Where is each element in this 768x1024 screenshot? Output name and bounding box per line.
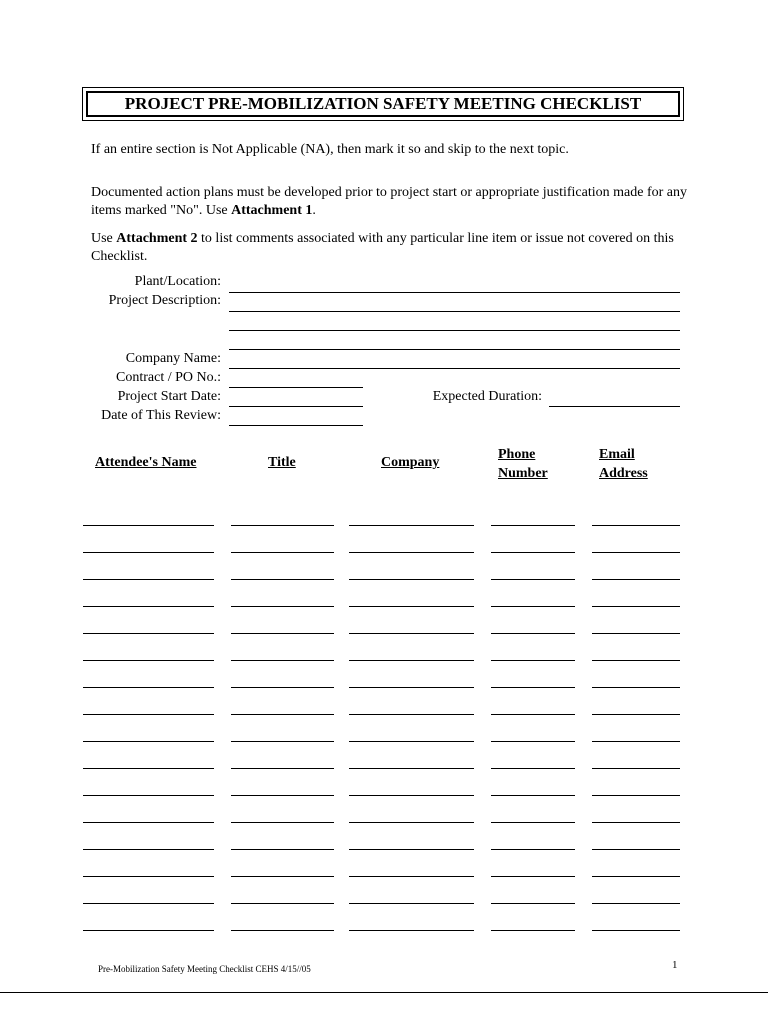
attendee-phone-field[interactable]: [491, 687, 575, 688]
attendee-email-field[interactable]: [592, 579, 680, 580]
attendee-company-field[interactable]: [349, 849, 474, 850]
attendee-email-field[interactable]: [592, 903, 680, 904]
col-email-address: [599, 445, 648, 483]
attendee-phone-field[interactable]: [491, 714, 575, 715]
title-box: [82, 87, 684, 121]
attendee-company-field[interactable]: [349, 768, 474, 769]
page-title: PROJECT PRE-MOBILIZATION SAFETY MEETING CHECKLIST: [86, 91, 680, 117]
attendee-email-field[interactable]: [592, 741, 680, 742]
attendee-name-field[interactable]: [83, 579, 214, 580]
attendee-phone-field[interactable]: [491, 822, 575, 823]
action-plan-text: Documented action plans must be developed prior to project start or appropriate justification made for any items marked "No". Use: [91, 185, 687, 218]
attendee-name-field[interactable]: [83, 741, 214, 742]
attendee-email-field[interactable]: [592, 822, 680, 823]
project-description-field-1[interactable]: [229, 311, 680, 312]
comments-text-start: Use: [91, 231, 117, 246]
attendee-name-field[interactable]: [83, 525, 214, 526]
attendee-email-field[interactable]: [592, 552, 680, 553]
attendee-email-field[interactable]: [592, 714, 680, 715]
attendee-email-field[interactable]: [592, 768, 680, 769]
col-phone-number: [498, 445, 548, 483]
attendee-title-field[interactable]: [231, 876, 334, 877]
attendee-phone-field[interactable]: [491, 552, 575, 553]
attendee-email-field[interactable]: [592, 795, 680, 796]
company-name-field[interactable]: [229, 368, 680, 369]
comments-text-end: to list comments associated with any particular line item or issue not covered on this Checklist.: [91, 231, 674, 264]
attendee-phone-field[interactable]: [491, 795, 575, 796]
attendee-email-field[interactable]: [592, 687, 680, 688]
project-description-label: Project Description:: [108, 293, 221, 308]
attendee-email-field[interactable]: [592, 660, 680, 661]
attendee-company-field[interactable]: [349, 930, 474, 931]
attendee-title-field[interactable]: [231, 768, 334, 769]
attendee-phone-field[interactable]: [491, 930, 575, 931]
attendee-name-field[interactable]: [83, 849, 214, 850]
attendee-email-field[interactable]: [592, 525, 680, 526]
attendee-title-field[interactable]: [231, 606, 334, 607]
attendee-name-field[interactable]: [83, 633, 214, 634]
attendee-title-field[interactable]: [231, 741, 334, 742]
attendee-name-field[interactable]: [83, 606, 214, 607]
col-phone-line1: Phone: [498, 447, 536, 462]
attendee-name-field[interactable]: [83, 660, 214, 661]
page-number: 1: [672, 959, 678, 971]
attendee-email-field[interactable]: [592, 633, 680, 634]
attendee-phone-field[interactable]: [491, 579, 575, 580]
attendee-name-field[interactable]: [83, 768, 214, 769]
attendee-title-field[interactable]: [231, 822, 334, 823]
col-email-line2: Address: [599, 466, 648, 481]
attendee-email-field[interactable]: [592, 606, 680, 607]
attendee-company-field[interactable]: [349, 633, 474, 634]
attendee-title-field[interactable]: [231, 660, 334, 661]
attendee-title-field[interactable]: [231, 849, 334, 850]
project-description-field-2[interactable]: [229, 330, 680, 331]
expected-duration-label: Expected Duration:: [432, 389, 542, 404]
action-plan-end: .: [312, 203, 316, 218]
attendee-company-field[interactable]: [349, 795, 474, 796]
attendee-title-field[interactable]: [231, 930, 334, 931]
attendee-name-field[interactable]: [83, 714, 214, 715]
col-phone-line2: Number: [498, 466, 548, 481]
attendee-company-field[interactable]: [349, 687, 474, 688]
attendee-company-field[interactable]: [349, 552, 474, 553]
attendee-name-field[interactable]: [83, 687, 214, 688]
col-company: Company: [381, 455, 440, 470]
attendee-name-field[interactable]: [83, 795, 214, 796]
plant-location-field[interactable]: [229, 292, 680, 293]
attachment-2-ref: Attachment 2: [116, 231, 198, 246]
attendee-company-field[interactable]: [349, 741, 474, 742]
attendee-phone-field[interactable]: [491, 849, 575, 850]
attendee-phone-field[interactable]: [491, 903, 575, 904]
attendee-name-field[interactable]: [83, 822, 214, 823]
attendee-company-field[interactable]: [349, 606, 474, 607]
action-plan-instruction: [91, 184, 691, 220]
contract-po-label: Contract / PO No.:: [116, 370, 221, 385]
attendee-company-field[interactable]: [349, 822, 474, 823]
col-title: Title: [268, 455, 296, 470]
attendee-company-field[interactable]: [349, 903, 474, 904]
attendee-title-field[interactable]: [231, 903, 334, 904]
project-description-field-3[interactable]: [229, 349, 680, 350]
footer-doc-reference: Pre-Mobilization Safety Meeting Checklist CEHS 4/15//05: [98, 964, 311, 974]
attendee-title-field[interactable]: [231, 687, 334, 688]
attendee-email-field[interactable]: [592, 876, 680, 877]
attendee-company-field[interactable]: [349, 660, 474, 661]
attendee-company-field[interactable]: [349, 525, 474, 526]
attendee-title-field[interactable]: [231, 714, 334, 715]
attendee-title-field[interactable]: [231, 552, 334, 553]
expected-duration-field[interactable]: [549, 406, 680, 407]
na-instruction: If an entire section is Not Applicable (NA), then mark it so and skip to the next topic.: [91, 142, 569, 157]
col-email-line1: Email: [599, 447, 635, 462]
contract-po-field[interactable]: [229, 387, 363, 388]
attendee-title-field[interactable]: [231, 633, 334, 634]
attendee-company-field[interactable]: [349, 876, 474, 877]
attendee-email-field[interactable]: [592, 930, 680, 931]
attendee-phone-field[interactable]: [491, 606, 575, 607]
attendee-phone-field[interactable]: [491, 876, 575, 877]
attendee-name-field[interactable]: [83, 876, 214, 877]
attendee-company-field[interactable]: [349, 579, 474, 580]
attendee-company-field[interactable]: [349, 714, 474, 715]
attendee-phone-field[interactable]: [491, 633, 575, 634]
attendee-email-field[interactable]: [592, 849, 680, 850]
footer-rule: [0, 992, 768, 993]
attendee-name-field[interactable]: [83, 930, 214, 931]
attendee-phone-field[interactable]: [491, 768, 575, 769]
attendee-name-field[interactable]: [83, 552, 214, 553]
attendee-phone-field[interactable]: [491, 660, 575, 661]
col-attendee-name: Attendee's Name: [95, 455, 197, 470]
attendee-phone-field[interactable]: [491, 741, 575, 742]
attendee-name-field[interactable]: [83, 903, 214, 904]
attendee-title-field[interactable]: [231, 579, 334, 580]
date-of-review-label: Date of This Review:: [101, 408, 221, 423]
project-start-date-label: Project Start Date:: [117, 389, 221, 404]
date-of-review-field[interactable]: [229, 425, 363, 426]
company-name-label: Company Name:: [125, 351, 221, 366]
attendee-phone-field[interactable]: [491, 525, 575, 526]
attendee-title-field[interactable]: [231, 795, 334, 796]
project-start-date-field[interactable]: [229, 406, 363, 407]
plant-location-label: Plant/Location:: [134, 274, 221, 289]
attendee-title-field[interactable]: [231, 525, 334, 526]
attachment-1-ref: Attachment 1: [231, 203, 313, 218]
comments-instruction: [91, 230, 691, 266]
